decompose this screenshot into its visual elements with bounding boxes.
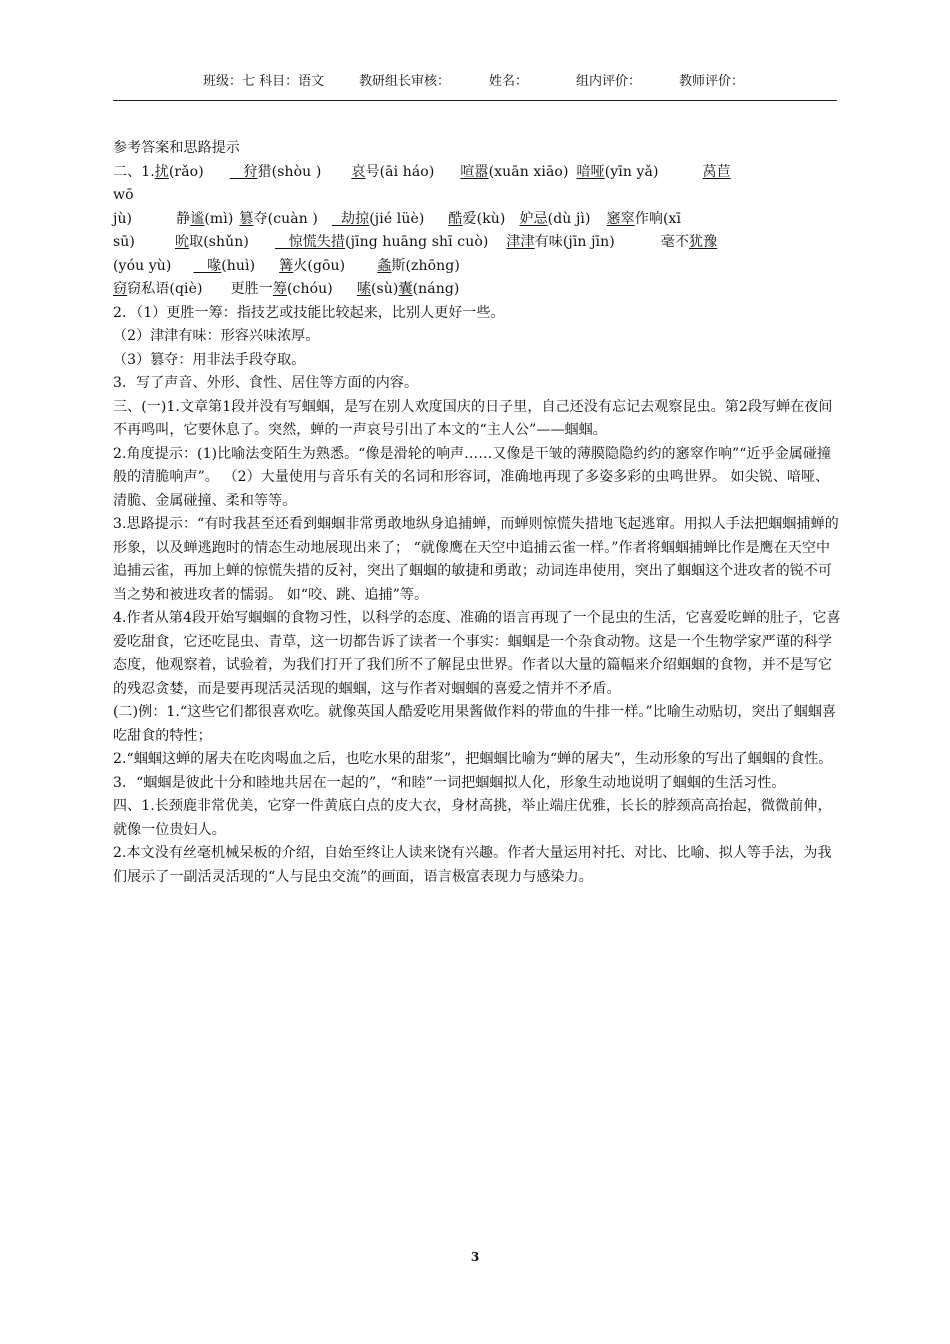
section3-paragraph-5: (二)例：1.“这些它们都很喜欢吃。就像英国人酷爱吃用果酱做作料的带血的牛排一样。”比喻生动贴切，突出了蝈蝈喜吃甜食的特性； xyxy=(113,704,837,744)
pinyin-line-1: 二、1.扰(rǎo) 狩猎(shòu ) 哀号(āi háo) 喧嚣(xuān xiāo) 喑哑(yīn yǎ) 莴苣 xyxy=(113,163,731,180)
section3-paragraph-7: 3．“蝈蝈是彼此十分和睦地共居在一起的”，“和睦”一词把蝈蝈拟人化，形象生动地说明了蝈蝈的生活习性。 xyxy=(113,774,786,791)
section4-paragraph-2: 2.本文没有丝毫机械呆板的介绍，自始至终让人读来饶有兴趣。作者大量运用衬托、对比、比喻、拟人等手法，为我们展示了一副活灵活现的“人与昆虫交流”的画面，语言极富表现力与感染力。 xyxy=(113,845,832,885)
section3-paragraph-6: 2.“蝈蝈这蝉的屠夫在吃肉喝血之后，也吃水果的甜浆”，把蝈蝈比喻为“蝉的屠夫”，生动形象的写出了蝈蝈的食性。 xyxy=(113,751,833,767)
pinyin-line-6: 窃窃私语(qiè) 更胜一筹(chóu) 嗉(sù)囊(náng) xyxy=(113,281,460,297)
answer-2-2: （2）津津有味：形容兴味浓厚。 xyxy=(113,328,320,344)
pinyin-line-3: jù) 静谧(mì) 篡夺(cuàn ) 劫掠(jié lüè) 酷爱(kù) 妒忌(dù jì) 窸窣作响(xī xyxy=(113,210,682,227)
group-evaluation-label: 组内评价： xyxy=(576,74,642,89)
section3-paragraph-1: 三、(一)1.文章第1段并没有写蝈蝈，是写在别人欢度国庆的日子里，自己还没有忘记去观察昆虫。第2段写蝉在夜间不再鸣叫，它要休息了。突然，蝉的一声哀号引出了本文的“主人公”——蝈蝈。 xyxy=(113,398,833,438)
section3-paragraph-4: 4.作者从第4段开始写蝈蝈的食物习性，以科学的态度、准确的语言再现了一个昆虫的生活，它喜爱吃蝉的肚子，它喜爱吃甜食，它还吃昆虫、青草，这一切都告诉了读者一个事实：蝈蝈是一个杂食动物。这是一个生物学家严谨的科学态度，他观察着，试验着，为我们打开了我们所不了解昆虫世界。作者以大量的篇幅来介绍蝈蝈的食物，并不是写它的残忍贪婪，而是要再现活灵活现的蝈蝈，这与作者对蝈蝈的喜爱之情并不矛盾。 xyxy=(113,610,841,697)
section4-paragraph-1: 四、1.长颈鹿非常优美，它穿一件黄底白点的皮大衣，身材高挑，举止端庄优雅，长长的脖颈高高抬起，微微前伸，就像一位贵妇人。 xyxy=(113,798,832,838)
answer-2-1: 2．（1）更胜一筹：指技艺或技能比较起来，比别人更好一些。 xyxy=(113,304,505,321)
answer-3: 3．写了声音、外形、食性、居住等方面的内容。 xyxy=(113,375,419,391)
pinyin-line-2: wō xyxy=(113,187,134,203)
pinyin-line-4: sū) 吮取(shǔn) 惊慌失措(jīng huāng shī cuò) 津津有味(jīn jīn) 毫不犹豫 xyxy=(113,234,718,250)
section3-paragraph-3: 3.思路提示：“有时我甚至还看到蝈蝈非常勇敢地纵身追捕蝉，而蝉则惊慌失措地飞起逃窜。用拟人手法把蝈蝈捕蝉的形象，以及蝉逃跑时的情态生动地展现出来了； “就像鹰在天空中追捕云雀一样。”作者将蝈蝈捕蝉比作是鹰在天空中追捕云雀，再加上蝉的惊慌失措的反衬，突出了蝈蝈的敏捷和勇敢；动词连串使用，突出了蝈蝈这个进攻者的锐不可当之势和被进攻者的懦弱。 如“咬、跳、追捕”等。 xyxy=(113,516,839,603)
teacher-evaluation-label: 教师评价： xyxy=(679,74,745,89)
answer-content xyxy=(113,137,843,889)
class-subject-label: 班级：七 科目：语文 xyxy=(203,74,325,89)
answer-2-3: （3）篡夺：用非法手段夺取。 xyxy=(113,351,306,368)
page-header xyxy=(113,64,837,101)
pinyin-line-5: (yóu yù) 喙(huì) 篝火(gōu) 螽斯(zhōng) xyxy=(113,257,460,274)
section-title: 参考答案和思路提示 xyxy=(113,140,240,156)
name-label: 姓名： xyxy=(489,74,529,89)
section3-paragraph-2: 2.角度提示：(1)比喻法变陌生为熟悉。“像是滑轮的响声……又像是干皱的薄膜隐隐约约的窸窣作响”“近乎金属碰撞般的清脆响声”。 （2）大量使用与音乐有关的名词和形容词，准确地再现了多姿多彩的虫鸣世界。 如尖锐、喑哑、清脆、金属碰撞、柔和等等。 xyxy=(113,445,832,509)
page-number: 3 xyxy=(470,1250,480,1264)
reviewer-label: 教研组长审核： xyxy=(359,74,451,89)
